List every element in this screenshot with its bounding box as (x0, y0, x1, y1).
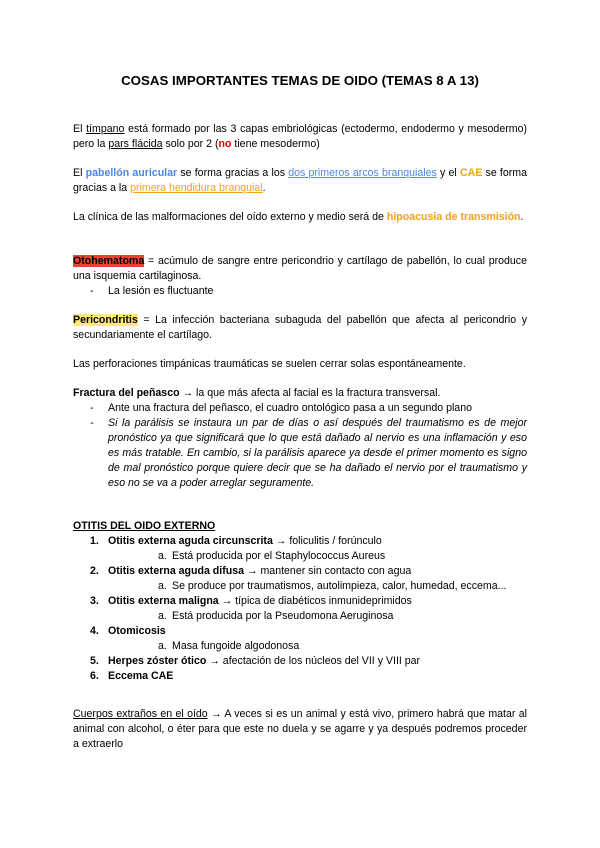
emphasis-no: no (218, 138, 232, 150)
otitis-subitem (108, 549, 527, 564)
item-term: Otomicosis (108, 625, 166, 637)
list-item: - Si la parálisis se instaura un par de días o así después del traumatismo es de mejor pronóstico ya que significará que lo que está dañado al nervio es una inflamación y eso es más tratable. En cambio, si la parálisis aparece ya desde el primer momento es signo de mal pronóstico porque quiere decir que se ha dañado el nervio por el traumatismo y eso no se va a poder arreglar seguramente. (73, 416, 527, 491)
item-number: 5. (90, 655, 99, 667)
paragraph-malformaciones: La clínica de las malformaciones del oído externo y medio será de hipoacusia de transmisión. (73, 211, 524, 223)
otitis-item (73, 669, 527, 684)
term-cuerpos-extranos: Cuerpos extraños en el oído (73, 708, 208, 720)
item-number: 1. (90, 535, 99, 547)
otitis-list (73, 534, 527, 684)
item-text: → afectación de los núcleos del VII y VIII par (206, 655, 421, 667)
subitem-marker: a. (158, 580, 167, 592)
term-pabellon-auricular: pabellón auricular (85, 167, 178, 179)
item-text: → foliculitis / forúnculo (272, 535, 382, 547)
paragraph-perforaciones: Las perforaciones timpánicas traumáticas se suelen cerrar solas espontáneamente. (73, 358, 466, 370)
item-number: 4. (90, 625, 99, 637)
subitem-marker: a. (158, 610, 167, 622)
otitis-item (73, 624, 527, 654)
item-term: Eccema CAE (108, 670, 174, 682)
section-otohematoma: Otohematoma = acúmulo de sangre entre pericondrio y cartílago de pabellón, lo cual produce una isquemia cartilaginosa. - La lesión es fluctuante (73, 254, 527, 299)
otitis-item (73, 654, 527, 669)
subitem-text: Se produce por traumatismos, autolimpieza, calor, humedad, eccema... (172, 580, 507, 592)
paragraph-pabellon: El pabellón auricular se forma gracias a los dos primeros arcos branquiales y el CAE se forma gracias a la primera hendidura branquial. (73, 167, 528, 194)
term-cae: CAE (459, 167, 483, 179)
paragraph-pericondritis: Pericondritis = La infección bacteriana subaguda del pabellón que afecta al pericondrio y secundariamente el cartílago. (73, 314, 527, 341)
item-text: → mantener sin contacto con agua (244, 565, 412, 577)
term-pars-flacida: pars flácida (108, 138, 163, 150)
item-number: 2. (90, 565, 99, 577)
term-fractura-penasco: Fractura del peñasco (73, 387, 180, 399)
link-arcos-branquiales[interactable]: dos primeros arcos branquiales (288, 167, 437, 179)
term-pericondritis: Pericondritis (73, 314, 138, 326)
section-otitis (73, 519, 527, 684)
subitem-text: Está producida por el Staphylococcus Aureus (172, 550, 386, 562)
subitem-text: Masa fungoide algodonosa (172, 640, 300, 652)
term-timpano: tímpano (86, 123, 125, 135)
term-hipoacusia: hipoacusia de transmisión (386, 211, 521, 223)
link-hendidura-branquial[interactable]: primera hendidura branquial (130, 182, 263, 194)
item-term: Herpes zóster ótico (108, 655, 207, 667)
paragraph-timpano: El tímpano está formado por las 3 capas embriológicas (ectodermo, endodermo y mesodermo) pero la pars flácida solo por 2 (no tiene mesodermo) (73, 123, 527, 150)
item-term: Otitis externa aguda circunscrita (108, 535, 273, 547)
term-otohematoma: Otohematoma (73, 255, 145, 267)
list-item: - Ante una fractura del peñasco, el cuadro ontológico pasa a un segundo plano (73, 401, 527, 416)
section-fractura-penasco: Fractura del peñasco → la que más afecta al facial es la fractura transversal. - Ante una fractura del peñasco, el cuadro ontológico pasa a un segundo plano - Si la parálisis se instaura un par de días o así después del traumatismo es de mejor pronóstico ya que significará que lo que está dañado al nervio es una inflamación y eso es más tratable. En cambio, si la parálisis aparece ya desde el primer momento es signo de mal pronóstico porque quiere decir que se ha dañado el nervio por el traumatismo y eso no se va a poder arreglar seguramente. (73, 386, 527, 491)
page-title: COSAS IMPORTANTES TEMAS DE OIDO (TEMAS 8 A 13) (121, 73, 479, 88)
subitem-marker: a. (158, 550, 167, 562)
list-item: - La lesión es fluctuante (73, 284, 527, 299)
otitis-item (73, 594, 527, 624)
otitis-item (73, 564, 527, 594)
item-term: Otitis externa maligna (108, 595, 219, 607)
section-heading: OTITIS DEL OIDO EXTERNO (73, 520, 216, 532)
otitis-item (73, 534, 527, 564)
item-text: → típica de diabéticos inmunideprimidos (218, 595, 412, 607)
item-number: 6. (90, 670, 99, 682)
subitem-marker: a. (158, 640, 167, 652)
otitis-subitem (108, 609, 527, 624)
item-number: 3. (90, 595, 99, 607)
paragraph-cuerpos-extranos: Cuerpos extraños en el oído → A veces si es un animal y está vivo, primero habrá que matar al animal con alcohol, o éter para que este no duela y se agarre y ya después podremos proceder a extraerlo (73, 708, 527, 750)
subitem-text: Está producida por la Pseudomona Aeruginosa (172, 610, 394, 622)
item-term: Otitis externa aguda difusa (108, 565, 244, 577)
otitis-subitem (108, 579, 527, 594)
otitis-subitem (108, 639, 527, 654)
